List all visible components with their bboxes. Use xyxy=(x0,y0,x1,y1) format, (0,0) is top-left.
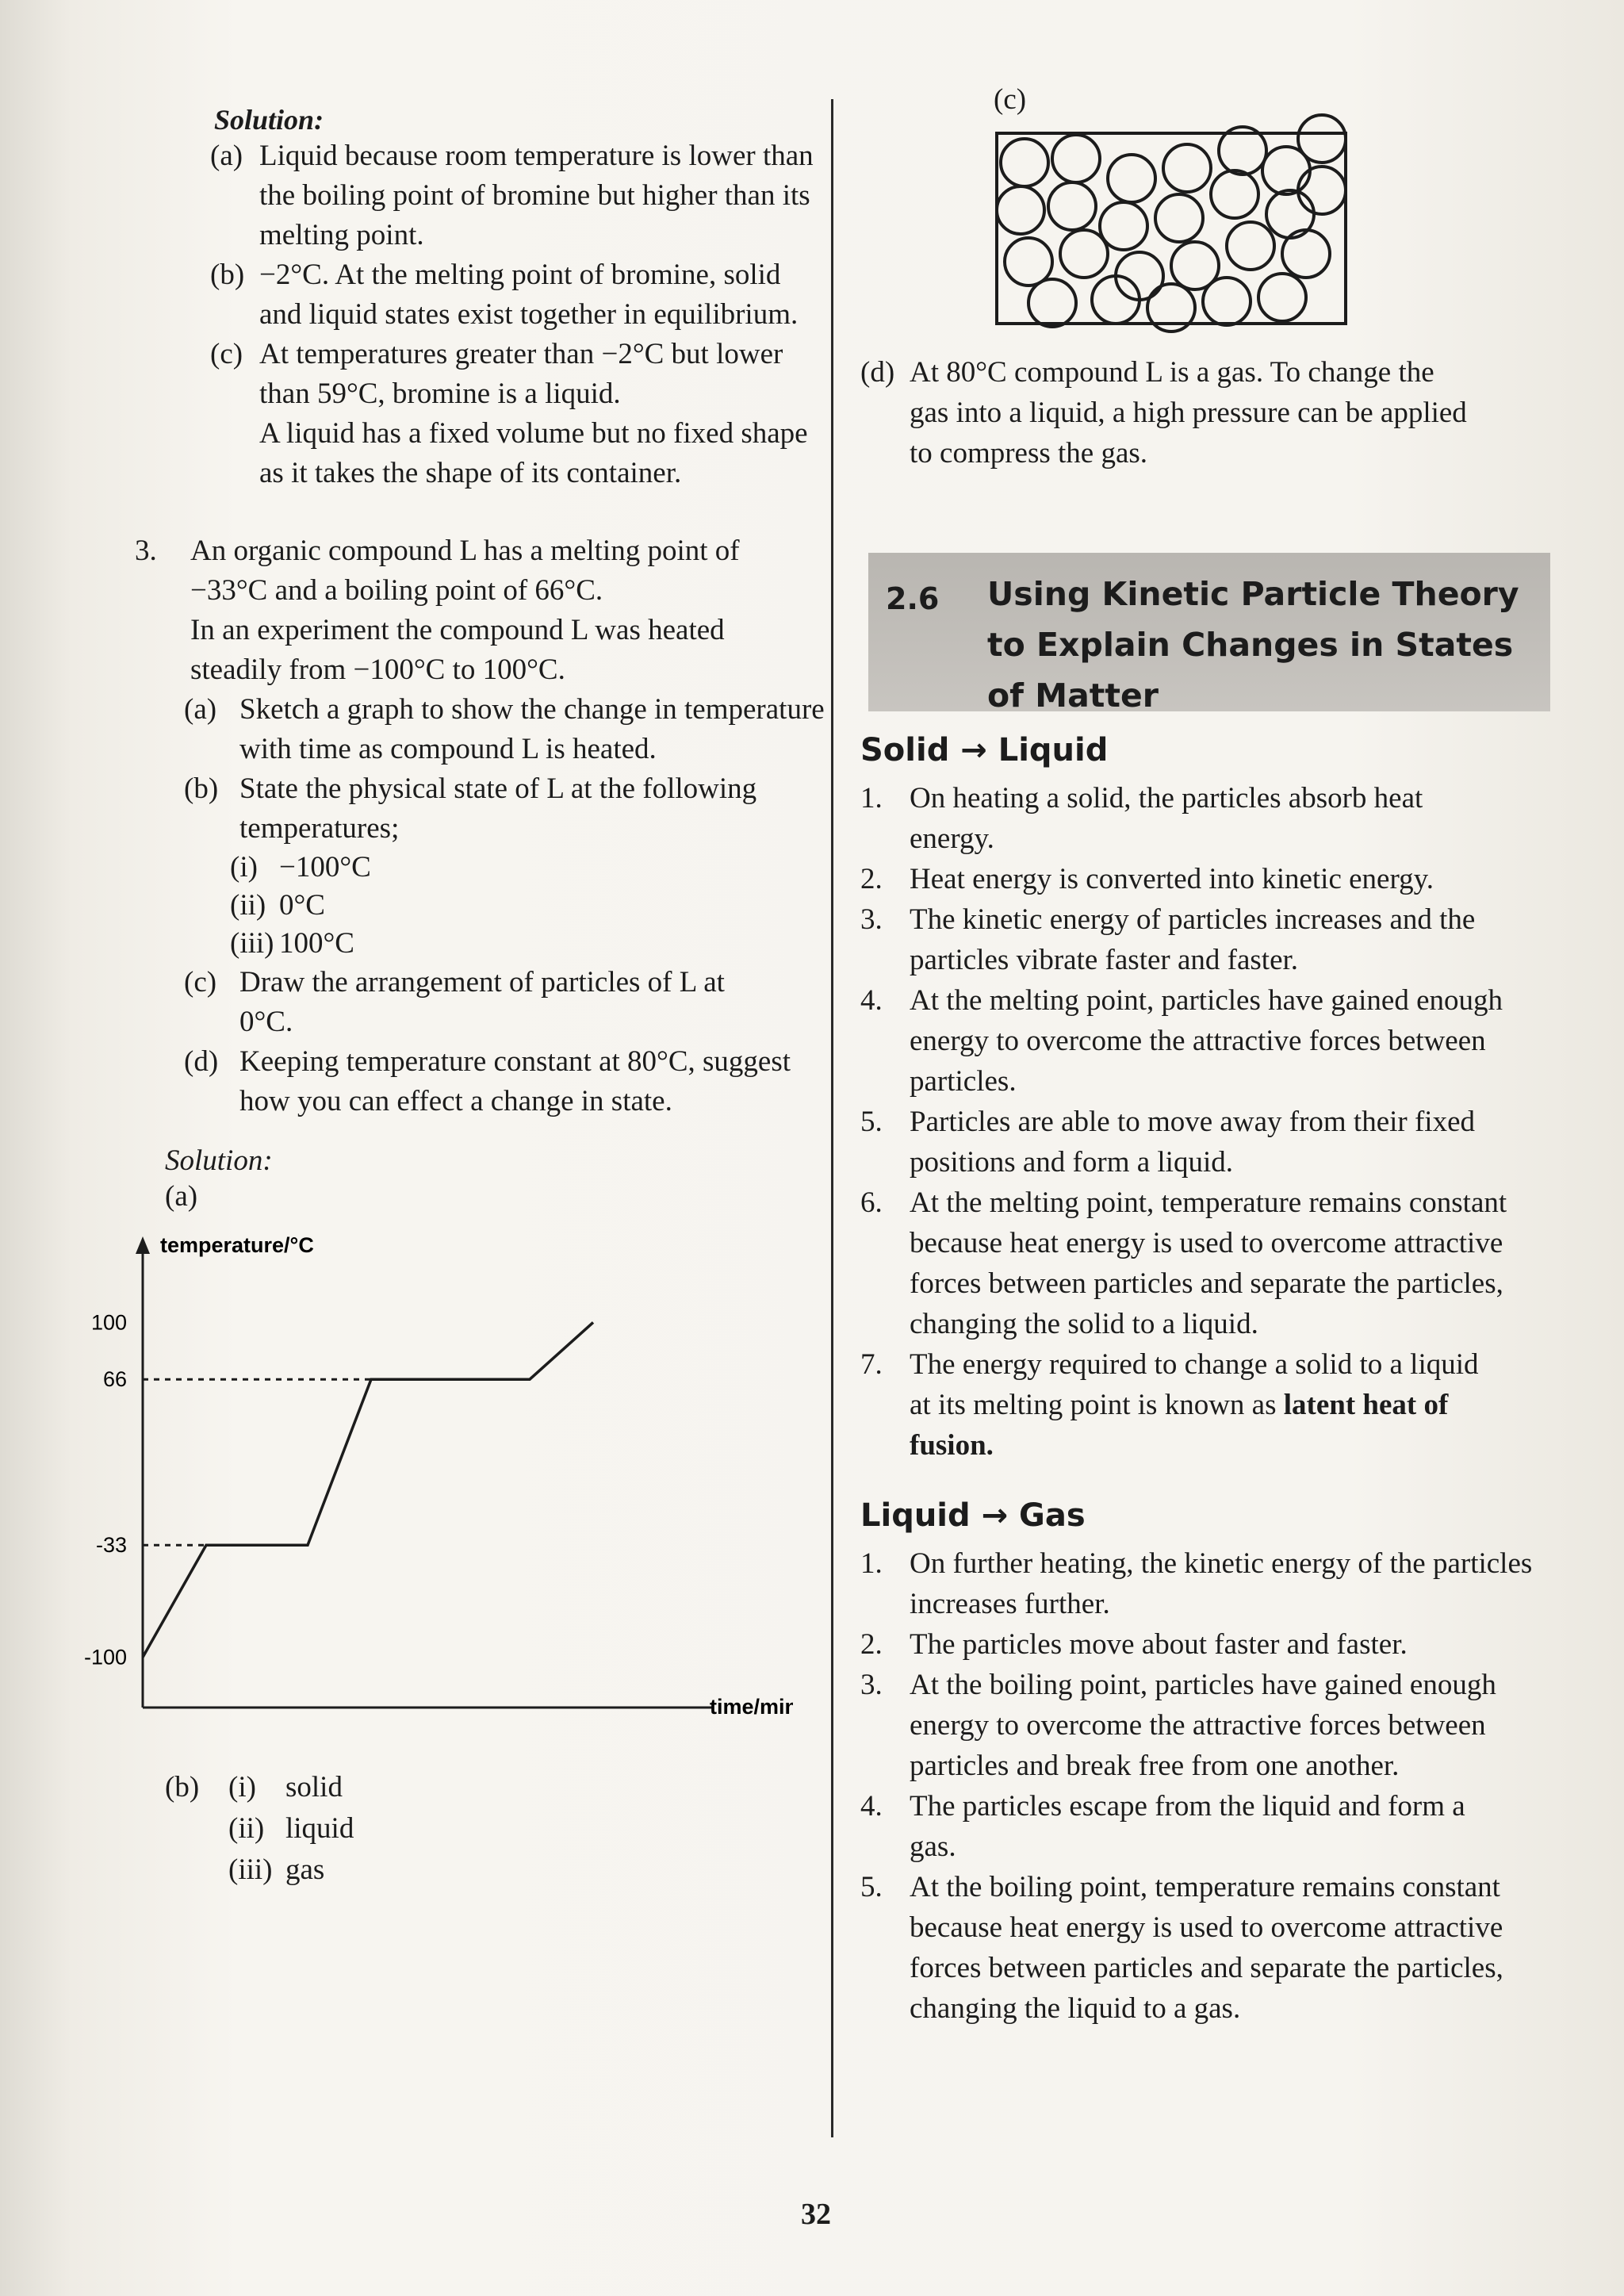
list-item xyxy=(860,1786,1558,1826)
particle xyxy=(1298,115,1346,163)
question-part-label: (a) xyxy=(184,693,217,726)
q2-solution-item xyxy=(210,335,833,374)
list-item xyxy=(860,1543,1558,1584)
list-item-line xyxy=(910,818,1558,859)
list-item-line xyxy=(910,1907,1558,1948)
list-item-line-text: because heat energy is used to overcome attractive xyxy=(910,1911,1503,1944)
answer-row xyxy=(165,1767,833,1808)
list-item-line-text: particles and break free from one another. xyxy=(910,1750,1400,1782)
question-3-line-0: An organic compound L has a melting point of xyxy=(190,535,740,567)
section-title: Using Kinetic Particle Theory to Explain Changes in States of Matter xyxy=(987,575,1519,715)
question-part-line: temperatures; xyxy=(239,812,400,845)
heating-curve-chart xyxy=(79,1224,833,1751)
list-item-line xyxy=(910,1746,1558,1786)
solution-a-label: (a) xyxy=(165,1180,198,1213)
q2-solution-line: and liquid states exist together in equilibrium. xyxy=(259,298,799,331)
solid-liquid-heading: Solid → Liquid xyxy=(860,732,1109,769)
question-part xyxy=(184,769,833,809)
list-item-line-text: energy to overcome the attractive forces between xyxy=(910,1709,1486,1742)
list-item-line: On further heating, the kinetic energy of the particles xyxy=(910,1547,1533,1580)
list-item-line-text: positions and form a liquid. xyxy=(910,1146,1233,1179)
list-item-line xyxy=(910,1826,1558,1867)
list-item-line xyxy=(910,1021,1558,1061)
particle xyxy=(1163,144,1211,192)
list-item-number: 7. xyxy=(860,1348,883,1381)
list-item-line-text: forces between particles and separate the particles, xyxy=(910,1952,1503,1984)
list-item-line-text: forces between particles and separate the particles, xyxy=(910,1267,1503,1300)
list-item xyxy=(860,980,1558,1021)
answer-d-label: (d) xyxy=(860,356,895,389)
particle xyxy=(1211,171,1258,218)
temperature-label: (iii) xyxy=(230,927,274,960)
list-item-line: The particles move about faster and faster. xyxy=(910,1628,1408,1661)
heating-curve-svg xyxy=(79,1224,793,1747)
y-tick-label: 100 xyxy=(90,1310,127,1335)
question-part-label: (b) xyxy=(184,772,219,805)
liquid-gas-heading: Liquid → Gas xyxy=(860,1497,1086,1534)
list-item-number: 2. xyxy=(860,1628,883,1661)
list-item-number: 4. xyxy=(860,984,883,1017)
particle xyxy=(1258,274,1306,321)
y-tick-label: -100 xyxy=(83,1645,127,1669)
temperature-label: (ii) xyxy=(230,889,266,922)
particle xyxy=(1282,230,1330,278)
list-item-line xyxy=(910,1705,1558,1746)
question-part xyxy=(184,690,833,730)
q2-solution-line: melting point. xyxy=(259,219,424,251)
question-part-label: (c) xyxy=(184,966,217,999)
q2-solution-line: −2°C. At the melting point of bromine, solid xyxy=(259,259,781,291)
question-part-line: Keeping temperature constant at 80°C, suggest xyxy=(239,1045,791,1078)
list-item-line xyxy=(910,1061,1558,1102)
answer-d-line-1: gas into a liquid, a high pressure can be applied xyxy=(910,397,1467,429)
column-divider xyxy=(831,99,833,2137)
particle xyxy=(1048,182,1096,230)
list-item-line: Heat energy is converted into kinetic energy. xyxy=(910,863,1434,895)
solution-heading: Solution: xyxy=(214,104,324,136)
list-item-line: At the melting point, temperature remains constant xyxy=(910,1186,1507,1219)
question-3-parts-2 xyxy=(79,963,833,1121)
solution-heading-2: Solution: xyxy=(165,1144,273,1177)
particle xyxy=(1227,222,1274,270)
list-item xyxy=(860,1624,1558,1665)
particle xyxy=(997,186,1044,234)
answer-part-label xyxy=(165,1849,228,1891)
temperature-item xyxy=(230,849,833,887)
q2-solution-label: (b) xyxy=(210,259,245,291)
particle xyxy=(1298,167,1346,214)
list-item-line xyxy=(910,1385,1558,1425)
solid-liquid-list xyxy=(860,778,1558,1466)
list-item-line xyxy=(910,1948,1558,1988)
list-item-number: 2. xyxy=(860,863,883,895)
list-item-line-text: energy to overcome the attractive forces between xyxy=(910,1025,1486,1057)
answer-d-line-2: to compress the gas. xyxy=(910,437,1148,470)
list-item-line xyxy=(910,1988,1558,2029)
temperature-value: 0°C xyxy=(279,889,325,922)
y-tick-label: -33 xyxy=(95,1533,127,1558)
y-axis-arrow xyxy=(136,1236,150,1254)
particle-arrangement-diagram xyxy=(925,83,1369,333)
answer-d-line-0: At 80°C compound L is a gas. To change the xyxy=(910,356,1434,389)
q2-solution-label: (a) xyxy=(210,140,243,172)
question-3 xyxy=(135,531,833,571)
y-axis-label: temperature/°C xyxy=(160,1233,314,1257)
question-3-line-2: In an experiment the compound L was heated xyxy=(190,614,725,646)
liquid-gas-list xyxy=(860,1543,1558,2029)
question-3-line-3: steadily from −100°C to 100°C. xyxy=(190,654,565,686)
question-number: 3. xyxy=(135,535,157,567)
q2-solution-line: A liquid has a fixed volume but no fixed shape xyxy=(259,417,808,450)
list-item-line xyxy=(910,1223,1558,1263)
list-item-line-text: changing the liquid to a gas. xyxy=(910,1992,1241,2025)
list-item-line: At the melting point, particles have gained enough xyxy=(910,984,1503,1017)
particle xyxy=(1060,230,1108,278)
question-part-line: State the physical state of L at the following xyxy=(239,772,757,805)
question-part-line: how you can effect a change in state. xyxy=(239,1085,672,1117)
particle xyxy=(1203,278,1251,325)
q2-solution-line: the boiling point of bromine but higher than its xyxy=(259,179,810,212)
list-item-line-text: because heat energy is used to overcome attractive xyxy=(910,1227,1503,1259)
question-3-parts xyxy=(79,690,833,849)
q2-solution-line: than 59°C, bromine is a liquid. xyxy=(259,378,621,410)
particle xyxy=(1001,139,1048,186)
answer-sub-label: (ii) xyxy=(228,1812,265,1845)
list-item-number: 5. xyxy=(860,1106,883,1138)
q2-solution-line: as it takes the shape of its container. xyxy=(259,457,682,489)
answer-text: gas xyxy=(285,1853,325,1886)
particle xyxy=(1028,279,1076,327)
list-item-number: 4. xyxy=(860,1790,883,1823)
list-item xyxy=(860,899,1558,940)
list-item xyxy=(860,1102,1558,1142)
q2-solution-line: Liquid because room temperature is lower than xyxy=(259,140,814,172)
answer-row xyxy=(165,1808,833,1849)
list-item-number: 3. xyxy=(860,903,883,936)
list-item-number: 1. xyxy=(860,782,883,815)
answer-d xyxy=(860,352,1558,393)
q2-solution-item xyxy=(210,255,833,295)
list-item-line: At the boiling point, temperature remains constant xyxy=(910,1871,1500,1903)
list-item-line xyxy=(910,1304,1558,1344)
page-number: 32 xyxy=(801,2198,831,2231)
temperature-value: 100°C xyxy=(279,927,354,960)
question-part-label: (d) xyxy=(184,1045,219,1078)
answer-sub-label: (iii) xyxy=(228,1853,273,1886)
list-item-line: The particles escape from the liquid and form a xyxy=(910,1790,1465,1823)
particle xyxy=(1100,202,1147,250)
answer-sub-label: (i) xyxy=(228,1771,256,1803)
list-item-number: 3. xyxy=(860,1669,883,1701)
answer-text: liquid xyxy=(285,1812,354,1845)
q2-solution-list xyxy=(79,136,833,493)
y-tick-label: 66 xyxy=(102,1367,127,1392)
question-part-line: 0°C. xyxy=(239,1006,293,1038)
q2-solution-label: (c) xyxy=(210,338,243,370)
key-term: fusion. xyxy=(910,1429,994,1462)
question-part-line: with time as compound L is heated. xyxy=(239,733,657,765)
list-item-line: Particles are able to move away from their fixed xyxy=(910,1106,1475,1138)
right-column xyxy=(860,83,1558,2029)
list-item xyxy=(860,1182,1558,1223)
key-term: latent heat of xyxy=(1283,1389,1449,1421)
question-part xyxy=(184,963,833,1002)
answer-text: solid xyxy=(285,1771,343,1803)
list-item-line-text: particles. xyxy=(910,1065,1017,1098)
question-part-line: Draw the arrangement of particles of L at xyxy=(239,966,725,999)
list-item-line: The energy required to change a solid to a liquid xyxy=(910,1348,1479,1381)
temperature-item xyxy=(230,925,833,963)
answer-part-label: (b) xyxy=(165,1771,200,1803)
list-item xyxy=(860,1665,1558,1705)
left-column xyxy=(79,95,833,1891)
q2-solution-item xyxy=(210,136,833,176)
question-3-line-1: −33°C and a boiling point of 66°C. xyxy=(190,574,603,607)
list-item-number: 5. xyxy=(860,1871,883,1903)
list-item-line-text: energy. xyxy=(910,822,994,855)
list-item-line xyxy=(910,1142,1558,1182)
list-item-line-text: increases further. xyxy=(910,1588,1110,1620)
list-item-line xyxy=(910,1584,1558,1624)
heating-curve-line xyxy=(143,1322,593,1657)
gas-particles-svg xyxy=(925,95,1369,333)
list-item-number: 6. xyxy=(860,1186,883,1219)
temperature-label: (i) xyxy=(230,851,258,884)
list-item-line xyxy=(910,1263,1558,1304)
section-number: 2.6 xyxy=(886,581,940,616)
section-banner xyxy=(868,553,1550,715)
question-3-temps xyxy=(79,849,833,963)
particle xyxy=(1155,194,1203,242)
list-item-line-text: particles vibrate faster and faster. xyxy=(910,944,1299,976)
temperature-value: −100°C xyxy=(279,851,371,884)
answer-part-label xyxy=(165,1808,228,1849)
question-part xyxy=(184,1042,833,1082)
q2-solution-line: At temperatures greater than −2°C but lower xyxy=(259,338,783,370)
list-item-line: At the boiling point, particles have gained enough xyxy=(910,1669,1496,1701)
particle xyxy=(1108,155,1155,202)
temperature-item xyxy=(230,887,833,925)
solution-b-answers xyxy=(165,1767,833,1891)
particle xyxy=(1052,135,1100,182)
list-item-line-text: changing the solid to a liquid. xyxy=(910,1308,1258,1340)
diagram-label: (c) xyxy=(994,83,1027,116)
question-part-line: Sketch a graph to show the change in temperature xyxy=(239,693,825,726)
list-item-line xyxy=(910,940,1558,980)
list-item xyxy=(860,1344,1558,1385)
list-item-line: The kinetic energy of particles increases and the xyxy=(910,903,1476,936)
list-item-line: On heating a solid, the particles absorb heat xyxy=(910,782,1423,815)
list-item-line-text: gas. xyxy=(910,1830,956,1863)
list-item xyxy=(860,859,1558,899)
list-item xyxy=(860,778,1558,818)
list-item-line-text: at its melting point is known as xyxy=(910,1389,1277,1421)
particle xyxy=(1005,238,1052,286)
list-item-number: 1. xyxy=(860,1547,883,1580)
x-axis-label: time/min xyxy=(710,1695,793,1719)
answer-row xyxy=(165,1849,833,1891)
list-item xyxy=(860,1867,1558,1907)
